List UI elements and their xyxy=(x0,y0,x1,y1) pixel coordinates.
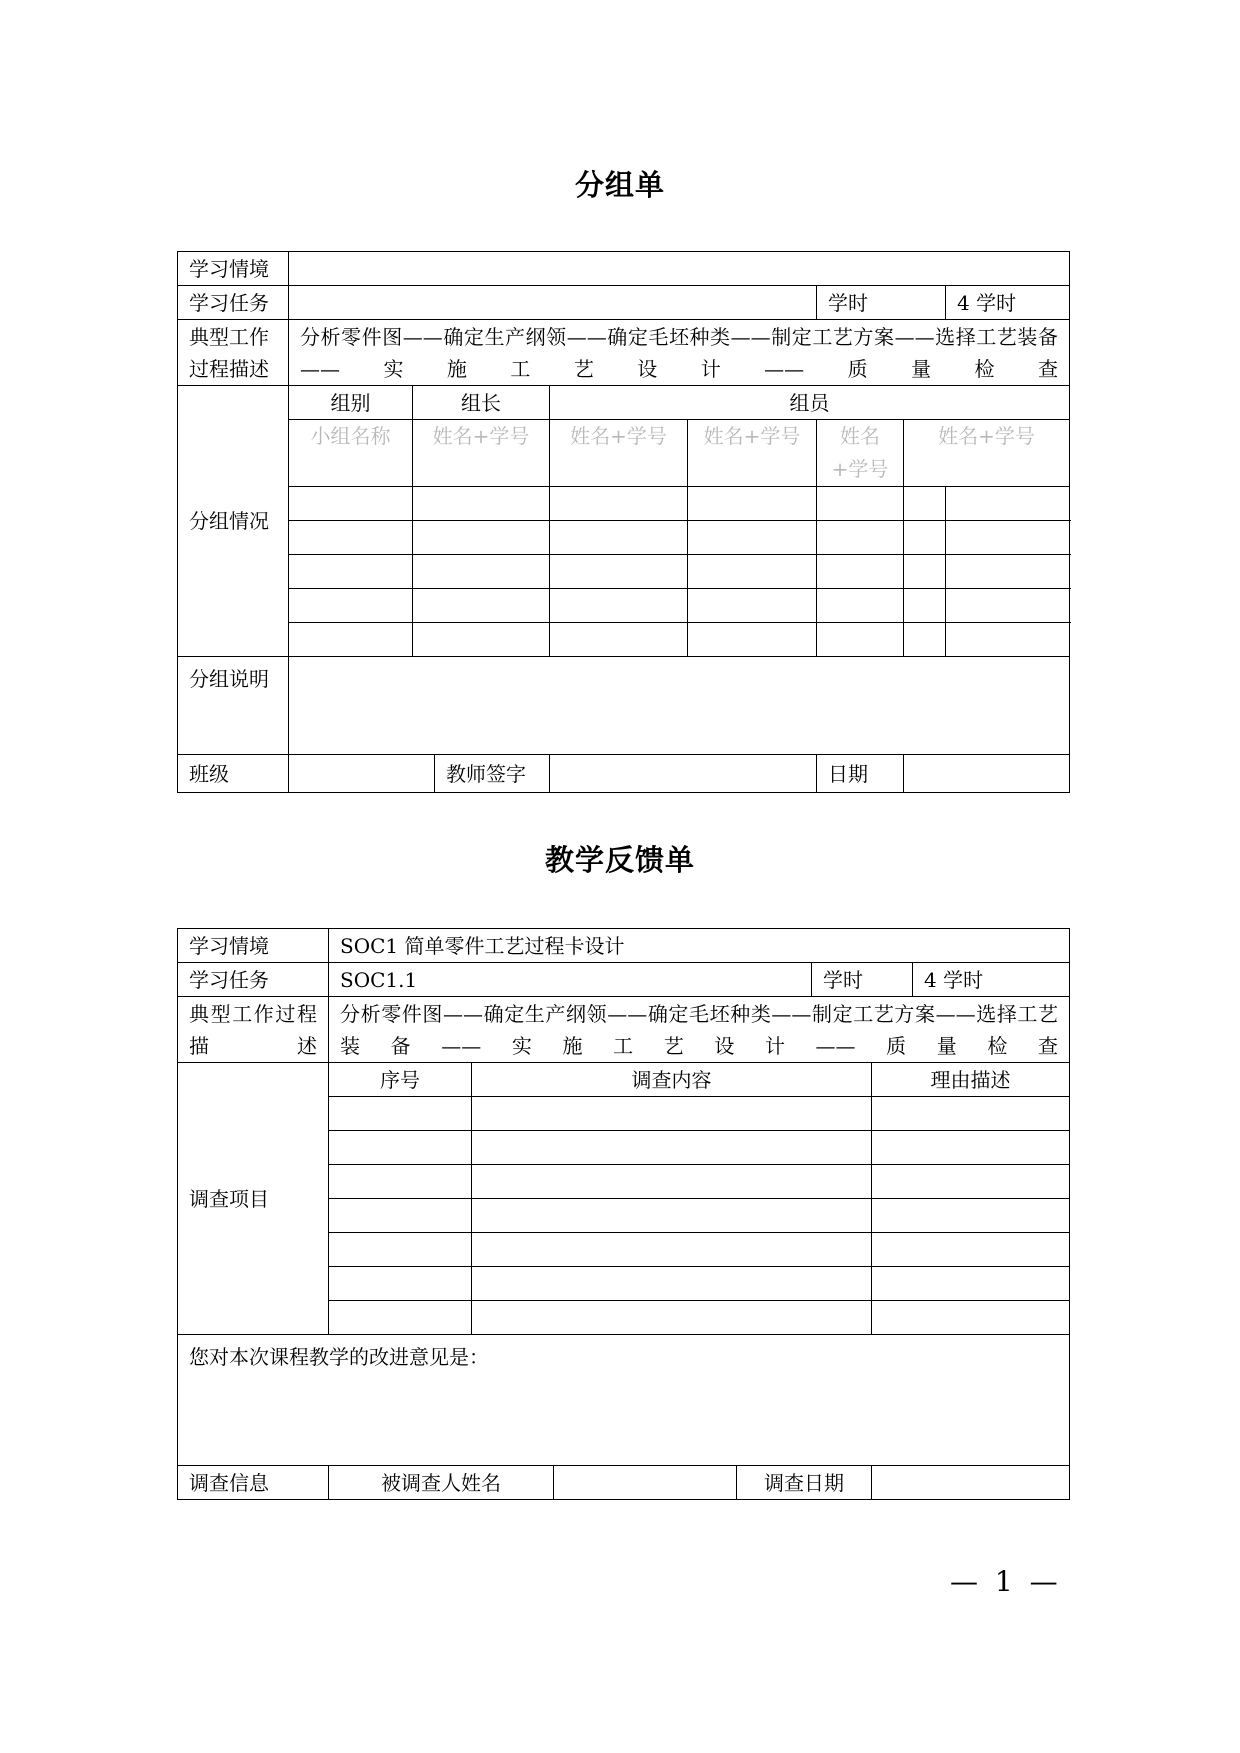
group-row xyxy=(178,521,1070,555)
group-row xyxy=(178,555,1070,589)
col-reason-header: 理由描述 xyxy=(872,1063,1070,1097)
feedback-sheet-title: 教学反馈单 xyxy=(544,843,695,877)
date-label: 日期 xyxy=(817,755,904,793)
process-label: 典型工作过程描述 xyxy=(178,320,289,386)
fb-process-label: 典型工作过程描述 xyxy=(178,997,329,1063)
col-leader-header: 组长 xyxy=(413,386,550,420)
learning-task-value[interactable] xyxy=(289,286,817,320)
group-row xyxy=(178,487,1070,521)
survey-date-label: 调查日期 xyxy=(737,1466,872,1500)
page-number: — 1 — xyxy=(950,1565,1062,1598)
fb-process-value: 分析零件图——确定生产纲领——确定毛坯种类——制定工艺方案——选择工艺装备——实施工艺设计——质量检查 xyxy=(329,997,1070,1063)
learning-context-label: 学习情境 xyxy=(178,252,289,286)
process-value: 分析零件图——确定生产纲领——确定毛坯种类——制定工艺方案——选择工艺装备——实施工艺设计——质量检查 xyxy=(289,320,1070,386)
fb-hours-label: 学时 xyxy=(812,963,913,997)
col-index-header: 序号 xyxy=(329,1063,472,1097)
group-row xyxy=(178,623,1070,657)
grouping-label: 分组情况 xyxy=(178,386,289,657)
learning-context-value[interactable] xyxy=(289,252,1070,286)
fb-hours-value: 4 学时 xyxy=(913,963,1070,997)
respondent-value[interactable] xyxy=(554,1466,737,1500)
teacher-sign-label: 教师签字 xyxy=(435,755,550,793)
hours-value: 4 学时 xyxy=(946,286,1070,320)
member-placeholder[interactable]: 姓名+学号 xyxy=(904,420,1070,487)
respondent-label: 被调查人姓名 xyxy=(329,1466,554,1500)
hours-label: 学时 xyxy=(817,286,946,320)
fb-learning-task-label: 学习任务 xyxy=(178,963,329,997)
group-row xyxy=(178,589,1070,623)
member-placeholder[interactable]: 姓名+学号 xyxy=(817,420,904,487)
class-label: 班级 xyxy=(178,755,289,793)
suggestion-box[interactable]: 您对本次课程教学的改进意见是： xyxy=(178,1335,1070,1466)
col-content-header: 调查内容 xyxy=(472,1063,872,1097)
feedback-sheet-table xyxy=(177,928,1070,1500)
fb-learning-task-value: SOC1.1 xyxy=(329,963,812,997)
col-members-header: 组员 xyxy=(550,386,1070,420)
notes-label: 分组说明 xyxy=(178,657,289,755)
fb-learning-context-label: 学习情境 xyxy=(178,929,329,963)
date-value[interactable] xyxy=(904,755,1070,793)
teacher-sign-value[interactable] xyxy=(550,755,817,793)
group-sheet-table xyxy=(177,251,1070,793)
col-group-header: 组别 xyxy=(289,386,413,420)
learning-task-label: 学习任务 xyxy=(178,286,289,320)
survey-date-value[interactable] xyxy=(872,1466,1070,1500)
survey-info-label: 调查信息 xyxy=(178,1466,329,1500)
notes-value[interactable] xyxy=(289,657,1070,755)
group-sheet-title: 分组单 xyxy=(574,168,665,202)
fb-learning-context-value: SOC1 简单零件工艺过程卡设计 xyxy=(329,929,1070,963)
member-placeholder[interactable]: 姓名+学号 xyxy=(550,420,688,487)
class-value[interactable] xyxy=(289,755,435,793)
member-placeholder[interactable]: 姓名+学号 xyxy=(688,420,817,487)
survey-items-label: 调查项目 xyxy=(178,1063,329,1335)
group-name-placeholder[interactable]: 小组名称 xyxy=(289,420,413,487)
leader-placeholder[interactable]: 姓名+学号 xyxy=(413,420,550,487)
